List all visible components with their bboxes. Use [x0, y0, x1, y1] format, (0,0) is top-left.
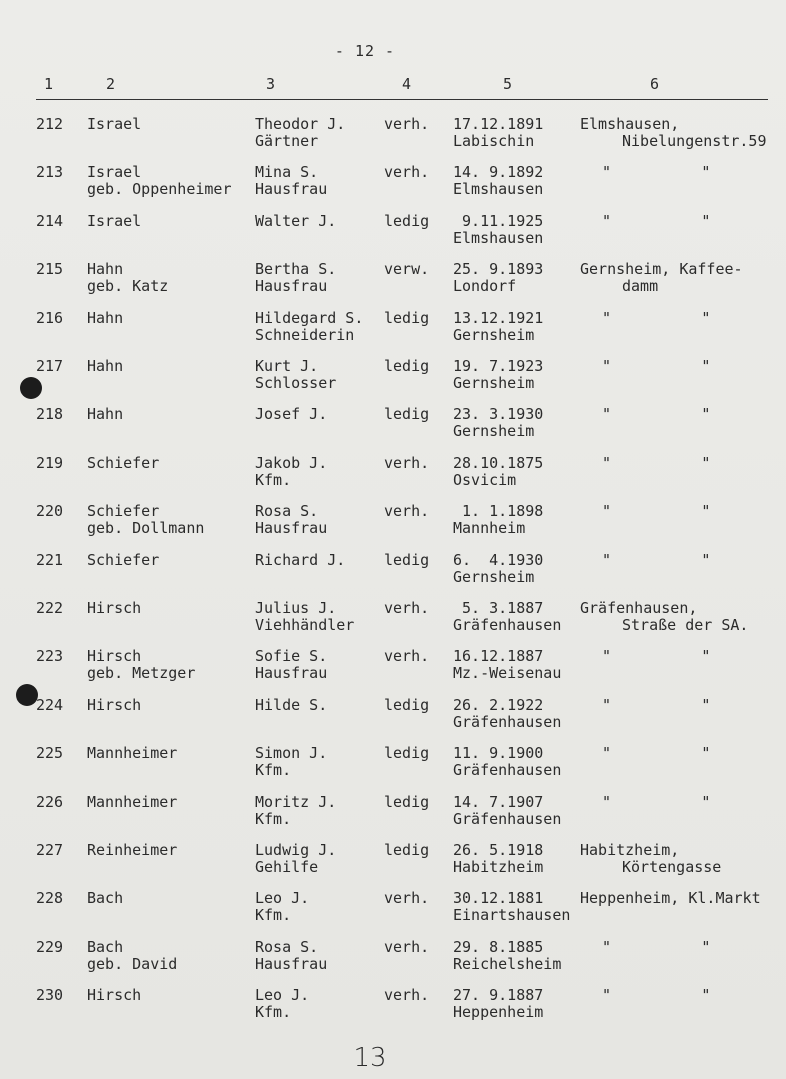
given-name: Kurt J. — [255, 357, 319, 375]
given-name-cell — [255, 503, 327, 537]
given-name: Hildegard S. — [255, 308, 364, 327]
occupation: Hausfrau — [255, 277, 328, 296]
entry-number: 221 — [36, 550, 64, 569]
birth-place: Heppenheim — [453, 1003, 544, 1022]
birth-place: Habitzheim — [453, 858, 544, 876]
given-name: Leo J. — [255, 889, 310, 908]
occupation: Hausfrau — [255, 664, 328, 683]
surname: Reinheimer — [87, 841, 178, 859]
residence-detail: Nibelungenstr.59 — [622, 132, 767, 150]
marital-status: verw. — [384, 260, 430, 279]
residence-cell — [580, 261, 743, 295]
birth-date: 26. 2.1922 — [453, 695, 544, 714]
table-row — [0, 164, 786, 210]
surname-cell — [87, 794, 177, 811]
column-header-3: 3 — [266, 75, 276, 93]
table-row — [0, 745, 786, 791]
table-row — [0, 794, 786, 840]
table-row — [0, 552, 786, 598]
residence: " " — [602, 502, 711, 521]
given-name-cell — [255, 406, 327, 423]
entry-number: 225 — [36, 744, 64, 763]
surname-cell — [87, 842, 177, 859]
table-row — [0, 939, 786, 985]
table-row — [0, 310, 786, 356]
birth-date: 25. 9.1893 — [453, 260, 544, 279]
entry-number: 217 — [36, 357, 64, 375]
residence-cell — [580, 648, 710, 665]
occupation: Kfm. — [255, 1003, 292, 1022]
surname-cell — [87, 310, 123, 327]
given-name-cell — [255, 164, 327, 198]
residence: " " — [602, 453, 711, 472]
residence-cell — [580, 455, 710, 472]
residence: Gräfenhausen, — [580, 599, 698, 617]
marital-status: verh. — [384, 647, 430, 666]
occupation: Hausfrau — [255, 519, 328, 538]
surname: Bach — [87, 889, 124, 908]
birth-place: Gernsheim — [453, 567, 535, 586]
marital-status: ledig — [384, 744, 430, 763]
occupation: Gehilfe — [255, 858, 319, 876]
residence: " " — [602, 744, 711, 763]
surname: Hahn — [87, 308, 124, 327]
marital-status: verh. — [384, 453, 430, 472]
entry-number: 215 — [36, 260, 64, 279]
birth-cell — [453, 648, 561, 682]
surname: Israel — [87, 211, 142, 230]
given-name: Theodor J. — [255, 115, 346, 133]
residence: " " — [602, 357, 711, 375]
residence: Elmshausen, — [580, 115, 680, 133]
residence-cell — [580, 503, 710, 520]
birth-date: 16.12.1887 — [453, 647, 544, 666]
surname: Israel — [87, 163, 142, 182]
occupation: Viehhändler — [255, 616, 355, 634]
table-row — [0, 406, 786, 452]
table-row — [0, 842, 786, 888]
given-name-cell — [255, 842, 336, 876]
birth-cell — [453, 987, 543, 1021]
birth-date: 5. 3.1887 — [453, 599, 544, 617]
given-name-cell — [255, 358, 336, 392]
column-header-1: 1 — [44, 75, 54, 93]
birth-date: 28.10.1875 — [453, 453, 544, 472]
birth-place: Gernsheim — [453, 374, 535, 392]
birth-date: 23. 3.1930 — [453, 405, 544, 424]
residence: " " — [602, 405, 711, 424]
residence: " " — [602, 986, 711, 1005]
entry-number: 216 — [36, 308, 64, 327]
residence-cell — [580, 842, 721, 876]
surname: Israel — [87, 115, 142, 133]
given-name-cell — [255, 745, 327, 779]
surname-cell — [87, 503, 204, 537]
column-header-5: 5 — [503, 75, 513, 93]
occupation: Kfm. — [255, 761, 292, 780]
given-name: Josef J. — [255, 405, 328, 424]
birth-date: 19. 7.1923 — [453, 357, 544, 375]
table-row — [0, 503, 786, 549]
birth-cell — [453, 939, 561, 973]
entry-number: 218 — [36, 405, 64, 424]
given-name: Julius J. — [255, 599, 337, 617]
entry-number: 222 — [36, 599, 64, 617]
given-name-cell — [255, 116, 345, 150]
birth-place: Einartshausen — [453, 906, 571, 925]
residence-cell — [580, 794, 710, 811]
column-header-6: 6 — [650, 75, 660, 93]
surname-cell — [87, 261, 168, 295]
birth-place: Londorf — [453, 277, 517, 296]
residence-cell — [580, 987, 710, 1004]
maiden-name: geb. Metzger — [87, 664, 196, 683]
header-rule — [36, 99, 768, 100]
marital-status: verh. — [384, 599, 430, 617]
birth-cell — [453, 358, 543, 392]
residence-cell — [580, 552, 710, 569]
surname-cell — [87, 745, 177, 762]
birth-cell — [453, 310, 543, 344]
birth-place: Osvicim — [453, 470, 517, 489]
birth-date: 6. 4.1930 — [453, 550, 544, 569]
surname: Schiefer — [87, 502, 160, 521]
maiden-name: geb. Katz — [87, 277, 169, 296]
surname: Schiefer — [87, 550, 160, 569]
residence-cell — [580, 939, 710, 956]
given-name: Rosa S. — [255, 502, 319, 521]
birth-cell — [453, 116, 543, 150]
table-row — [0, 600, 786, 646]
entry-number: 228 — [36, 889, 64, 908]
given-name-cell — [255, 794, 336, 828]
given-name: Rosa S. — [255, 937, 319, 956]
birth-cell — [453, 890, 570, 924]
given-name: Simon J. — [255, 744, 328, 763]
column-header-4: 4 — [402, 75, 412, 93]
marital-status: verh. — [384, 986, 430, 1005]
marital-status: verh. — [384, 163, 430, 182]
surname-cell — [87, 213, 141, 230]
table-row — [0, 116, 786, 162]
surname: Mannheimer — [87, 744, 178, 763]
birth-cell — [453, 697, 561, 731]
birth-place: Mannheim — [453, 519, 526, 538]
birth-place: Gräfenhausen — [453, 616, 562, 634]
residence-detail: damm — [622, 277, 659, 296]
marital-status: verh. — [384, 937, 430, 956]
marital-status: ledig — [384, 308, 430, 327]
surname: Hirsch — [87, 647, 142, 666]
birth-date: 14. 7.1907 — [453, 792, 544, 811]
residence: Habitzheim, — [580, 841, 680, 859]
birth-cell — [453, 552, 543, 586]
given-name-cell — [255, 261, 336, 295]
residence: " " — [602, 647, 711, 666]
table-row — [0, 261, 786, 307]
surname-cell — [87, 552, 159, 569]
entry-number: 226 — [36, 792, 64, 811]
given-name: Ludwig J. — [255, 841, 337, 859]
given-name: Jakob J. — [255, 453, 328, 472]
surname-cell — [87, 455, 159, 472]
residence-cell — [580, 116, 767, 150]
surname-cell — [87, 600, 141, 617]
residence-cell — [580, 600, 748, 634]
surname: Hahn — [87, 405, 124, 424]
given-name: Moritz J. — [255, 792, 337, 811]
birth-date: 11. 9.1900 — [453, 744, 544, 763]
residence-cell — [580, 213, 710, 230]
occupation: Schneiderin — [255, 325, 355, 344]
occupation: Hausfrau — [255, 180, 328, 199]
entry-number: 213 — [36, 163, 64, 182]
residence: " " — [602, 163, 711, 182]
given-name: Richard J. — [255, 550, 346, 569]
birth-date: 30.12.1881 — [453, 889, 544, 908]
surname-cell — [87, 164, 232, 198]
given-name-cell — [255, 310, 363, 344]
entry-number: 214 — [36, 211, 64, 230]
marital-status: verh. — [384, 115, 430, 133]
maiden-name: geb. Dollmann — [87, 519, 205, 538]
surname-cell — [87, 939, 177, 973]
surname-cell — [87, 358, 123, 375]
given-name-cell — [255, 213, 336, 230]
marital-status: ledig — [384, 792, 430, 811]
residence-detail: Straße der SA. — [622, 616, 749, 634]
residence-cell — [580, 890, 761, 907]
table-row — [0, 890, 786, 936]
surname: Hahn — [87, 357, 124, 375]
table-row — [0, 987, 786, 1033]
birth-date: 29. 8.1885 — [453, 937, 544, 956]
birth-place: Mz.-Weisenau — [453, 664, 562, 683]
given-name: Mina S. — [255, 163, 319, 182]
maiden-name: geb. Oppenheimer — [87, 180, 232, 199]
birth-place: Elmshausen — [453, 228, 544, 247]
birth-cell — [453, 261, 543, 295]
marital-status: ledig — [384, 841, 430, 859]
table-row — [0, 648, 786, 694]
birth-place: Gräfenhausen — [453, 809, 562, 828]
given-name: Leo J. — [255, 986, 310, 1005]
birth-cell — [453, 745, 561, 779]
given-name-cell — [255, 648, 327, 682]
occupation: Gärtner — [255, 132, 319, 150]
surname: Hirsch — [87, 599, 142, 617]
given-name-cell — [255, 552, 345, 569]
residence: Gernsheim, Kaffee- — [580, 260, 743, 279]
surname: Hirsch — [87, 695, 142, 714]
birth-cell — [453, 503, 543, 537]
birth-place: Reichelsheim — [453, 954, 562, 973]
surname: Hirsch — [87, 986, 142, 1005]
occupation: Kfm. — [255, 809, 292, 828]
birth-place: Gernsheim — [453, 325, 535, 344]
surname-cell — [87, 987, 141, 1004]
birth-place: Gernsheim — [453, 422, 535, 441]
entry-number: 229 — [36, 937, 64, 956]
residence-cell — [580, 164, 710, 181]
footer-number: 13 — [353, 1043, 387, 1073]
occupation: Kfm. — [255, 906, 292, 925]
occupation: Hausfrau — [255, 954, 328, 973]
birth-date: 9.11.1925 — [453, 211, 544, 230]
entry-number: 227 — [36, 841, 64, 859]
punch-hole — [16, 684, 38, 706]
birth-cell — [453, 794, 561, 828]
marital-status: ledig — [384, 405, 430, 424]
marital-status: ledig — [384, 211, 430, 230]
surname: Hahn — [87, 260, 124, 279]
given-name-cell — [255, 890, 309, 924]
residence-cell — [580, 745, 710, 762]
birth-place: Gräfenhausen — [453, 761, 562, 780]
birth-cell — [453, 455, 543, 489]
surname: Mannheimer — [87, 792, 178, 811]
entry-number: 230 — [36, 986, 64, 1005]
surname: Bach — [87, 937, 124, 956]
residence: " " — [602, 308, 711, 327]
entry-number: 220 — [36, 502, 64, 521]
table-row — [0, 213, 786, 259]
occupation: Schlosser — [255, 374, 337, 392]
given-name-cell — [255, 939, 327, 973]
residence: " " — [602, 211, 711, 230]
given-name: Bertha S. — [255, 260, 337, 279]
residence: Heppenheim, Kl.Markt — [580, 889, 761, 908]
residence: " " — [602, 792, 711, 811]
birth-cell — [453, 842, 543, 876]
birth-cell — [453, 164, 543, 198]
birth-date: 13.12.1921 — [453, 308, 544, 327]
residence-cell — [580, 358, 710, 375]
residence-cell — [580, 310, 710, 327]
surname-cell — [87, 406, 123, 423]
page-number: - 12 - — [334, 42, 396, 60]
given-name: Hilde S. — [255, 695, 328, 714]
birth-place: Labischin — [453, 132, 535, 150]
surname-cell — [87, 890, 123, 907]
residence: " " — [602, 695, 711, 714]
residence-cell — [580, 406, 710, 423]
birth-date: 14. 9.1892 — [453, 163, 544, 182]
marital-status: verh. — [384, 889, 430, 908]
birth-date: 1. 1.1898 — [453, 502, 544, 521]
birth-cell — [453, 406, 543, 440]
given-name-cell — [255, 697, 327, 714]
column-header-2: 2 — [106, 75, 116, 93]
table-row — [0, 455, 786, 501]
birth-cell — [453, 213, 543, 247]
entry-number: 224 — [36, 695, 64, 714]
birth-place: Elmshausen — [453, 180, 544, 199]
punch-hole — [20, 377, 42, 399]
marital-status: ledig — [384, 357, 430, 375]
birth-place: Gräfenhausen — [453, 712, 562, 731]
table-row — [0, 697, 786, 743]
entry-number: 212 — [36, 115, 64, 133]
given-name-cell — [255, 455, 327, 489]
occupation: Kfm. — [255, 470, 292, 489]
marital-status: verh. — [384, 502, 430, 521]
residence-cell — [580, 697, 710, 714]
given-name: Sofie S. — [255, 647, 328, 666]
given-name: Walter J. — [255, 211, 337, 230]
birth-date: 27. 9.1887 — [453, 986, 544, 1005]
entry-number: 223 — [36, 647, 64, 666]
surname-cell — [87, 648, 195, 682]
residence: " " — [602, 937, 711, 956]
surname: Schiefer — [87, 453, 160, 472]
maiden-name: geb. David — [87, 954, 178, 973]
given-name-cell — [255, 987, 309, 1021]
residence-detail: Körtengasse — [622, 858, 722, 876]
given-name-cell — [255, 600, 354, 634]
birth-date: 26. 5.1918 — [453, 841, 544, 859]
surname-cell — [87, 116, 141, 133]
residence: " " — [602, 550, 711, 569]
entry-number: 219 — [36, 453, 64, 472]
birth-date: 17.12.1891 — [453, 115, 544, 133]
marital-status: ledig — [384, 550, 430, 569]
marital-status: ledig — [384, 695, 430, 714]
table-row — [0, 358, 786, 404]
surname-cell — [87, 697, 141, 714]
birth-cell — [453, 600, 561, 634]
